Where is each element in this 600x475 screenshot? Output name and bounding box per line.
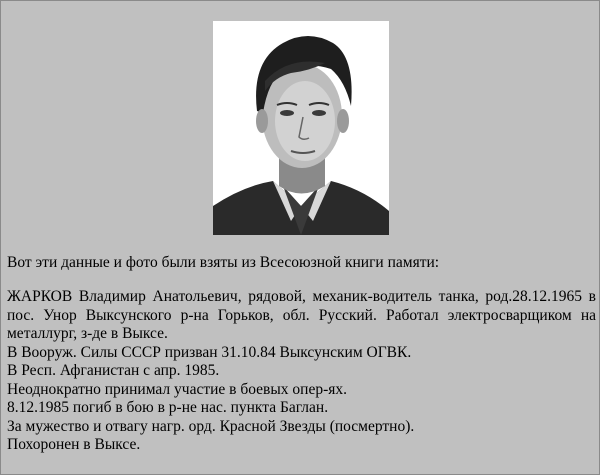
bio-line: В Респ. Афганистан с апр. 1985. [7, 362, 220, 379]
bio-line: Похоронен в Выксе. [7, 436, 141, 453]
bio-line: ЖАРКОВ Владимир Анатольевич, рядовой, механик-водитель танка, род.28.12.1965 в [7, 288, 596, 305]
bio-line: Неоднократно принимал участие в боевых опер-ях. [7, 380, 347, 398]
bio-line: За мужество и отвагу нагр. орд. Красной Звезды (посмертно). [7, 417, 415, 435]
bio-line: металлург, з-де в Выксе. [7, 325, 168, 342]
biography-text [7, 288, 596, 455]
portrait-photo-icon [213, 21, 389, 235]
bio-line: В Вооруж. Силы СССР призван 31.10.84 Выксунским ОГВК. [7, 343, 412, 361]
bio-line: пос. Унор Выксунского р-на Горьков, обл. Русский. Работал электросварщиком на [7, 306, 596, 324]
portrait-photo [213, 21, 389, 235]
bio-line: 8.12.1985 погиб в бою в р-не нас. пункта Баглан. [7, 399, 329, 416]
intro-text: Вот эти данные и фото были взяты из Всесоюзной книги памяти: [7, 254, 440, 271]
